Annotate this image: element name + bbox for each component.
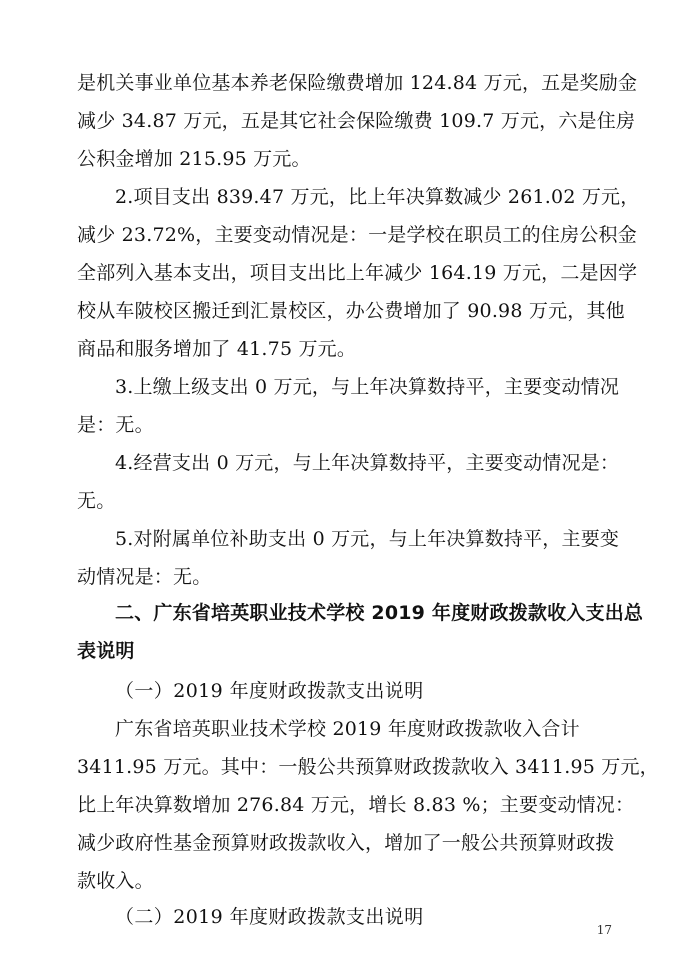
section-heading: 二、广东省培英职业技术学校 2019 年度财政拨款收入支出总 [115, 602, 644, 624]
section-heading: 表说明 [77, 640, 135, 662]
text-line: 是：无。 [77, 414, 154, 436]
text-line: 减少 23.72%，主要变动情况是：一是学校在职员工的住房公积金 [77, 224, 637, 246]
text-line: 校从车陂校区搬迁到汇景校区，办公费增加了 90.98 万元，其他 [77, 300, 625, 322]
text-line: 公积金增加 215.95 万元。 [77, 148, 311, 170]
page-number: 17 [596, 923, 612, 937]
text-line: 款收入。 [77, 870, 154, 892]
text-line: 5.对附属单位补助支出 0 万元，与上年决算数持平，主要变 [115, 528, 620, 550]
text-line: 动情况是：无。 [77, 566, 212, 588]
text-line: 无。 [77, 490, 116, 512]
text-line: 全部列入基本支出，项目支出比上年减少 164.19 万元，二是因学 [77, 262, 638, 284]
text-line: 比上年决算数增加 276.84 万元，增长 8.83 %；主要变动情况： [77, 794, 635, 816]
text-line: 广东省培英职业技术学校 2019 年度财政拨款收入合计 [115, 718, 580, 740]
text-line: 减少 34.87 万元，五是其它社会保险缴费 109.7 万元，六是住房 [77, 110, 636, 132]
text-line: 3411.95 万元。其中：一般公共预算财政拨款收入 3411.95 万元， [77, 756, 659, 778]
subsection-heading: （二）2019 年度财政拨款支出说明 [115, 906, 424, 928]
text-line: 3.上缴上级支出 0 万元，与上年决算数持平，主要变动情况 [115, 376, 620, 398]
text-line: 减少政府性基金预算财政拨款收入，增加了一般公共预算财政拨 [77, 832, 615, 854]
text-line: 是机关事业单位基本养老保险缴费增加 124.84 万元，五是奖励金 [77, 72, 638, 94]
text-line: 4.经营支出 0 万元，与上年决算数持平，主要变动情况是： [115, 452, 620, 474]
text-line: 商品和服务增加了 41.75 万元。 [77, 338, 357, 360]
subsection-heading: （一）2019 年度财政拨款支出说明 [115, 680, 424, 702]
text-line: 2.项目支出 839.47 万元，比上年决算数减少 261.02 万元， [115, 186, 640, 208]
